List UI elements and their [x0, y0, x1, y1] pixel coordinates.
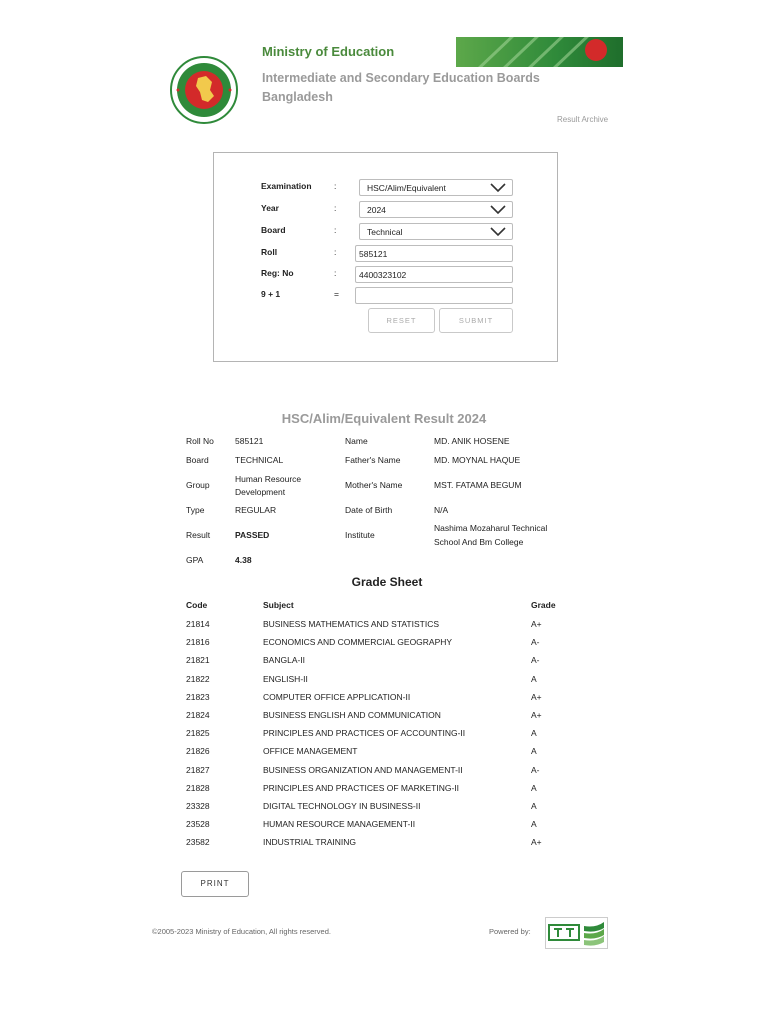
grade-subject-cell: PRINCIPLES AND PRACTICES OF MARKETING-II — [263, 783, 460, 793]
grade-grade-cell: A — [531, 746, 537, 756]
grade-grade-cell: A+ — [531, 619, 542, 629]
group-value: Human Resource Development — [235, 474, 302, 497]
group-label: Group — [186, 480, 210, 490]
name-label: Name — [345, 436, 368, 446]
result-archive-link[interactable]: Result Archive — [557, 115, 609, 124]
copyright-text: ©2005-2023 Ministry of Education, All rights reserved. — [152, 927, 331, 936]
grade-subject-cell: BUSINESS ENGLISH AND COMMUNICATION — [263, 710, 441, 720]
reg-no-colon: : — [334, 268, 337, 278]
captcha-label: 9 + 1 — [261, 289, 281, 299]
boards-title-line1: Intermediate and Secondary Education Boards — [262, 71, 540, 85]
grade-subject-cell: BUSINESS ORGANIZATION AND MANAGEMENT-II — [263, 765, 463, 775]
fathers-name-label: Father's Name — [345, 455, 401, 465]
grade-grade-cell: A — [531, 819, 537, 829]
grade-grade-cell: A- — [531, 765, 540, 775]
board-value: Technical — [367, 227, 403, 237]
captcha-input[interactable] — [355, 287, 513, 304]
grade-grade-cell: A+ — [531, 837, 542, 847]
grade-code-cell: 21824 — [186, 710, 210, 720]
result-title: HSC/Alim/Equivalent Result 2024 — [281, 411, 487, 426]
mothers-name-label: Mother's Name — [345, 480, 403, 490]
grade-code-cell: 21823 — [186, 692, 210, 702]
grade-subject-cell: DIGITAL TECHNOLOGY IN BUSINESS-II — [263, 801, 421, 811]
chevron-down-icon — [490, 204, 506, 215]
boards-title — [262, 69, 540, 107]
grade-subject-cell: COMPUTER OFFICE APPLICATION-II — [263, 692, 411, 702]
grade-grade-cell: A+ — [531, 692, 542, 702]
print-button[interactable]: PRINT — [181, 871, 249, 897]
gpa-label: GPA — [186, 555, 204, 565]
grade-code-cell: 21826 — [186, 746, 210, 756]
date-of-birth-label: Date of Birth — [345, 505, 393, 515]
fathers-name-value: MD. MOYNAL HAQUE — [434, 455, 521, 465]
grade-code-cell: 21822 — [186, 674, 210, 684]
board-colon: : — [334, 225, 337, 235]
gpa-value: 4.38 — [235, 555, 252, 565]
grade-grade-cell: A+ — [531, 710, 542, 720]
board-select[interactable] — [359, 223, 513, 240]
grade-subject-cell: BANGLA-II — [263, 655, 306, 665]
examination-select[interactable] — [359, 179, 513, 196]
year-label: Year — [261, 203, 279, 213]
institute-label: Institute — [345, 530, 375, 540]
grade-code-cell: 21821 — [186, 655, 210, 665]
reset-button[interactable]: RESET — [368, 308, 435, 333]
grade-subject-cell: INDUSTRIAL TRAINING — [263, 837, 357, 847]
subject-header: Subject — [263, 600, 294, 610]
board-info-value: TECHNICAL — [235, 455, 284, 465]
roll-label: Roll — [261, 247, 278, 257]
grade-subject-cell: BUSINESS MATHEMATICS AND STATISTICS — [263, 619, 440, 629]
grade-sheet-title: Grade Sheet — [351, 575, 423, 589]
examination-value: HSC/Alim/Equivalent — [367, 183, 446, 193]
grade-code-cell: 23528 — [186, 819, 210, 829]
type-label: Type — [186, 505, 205, 515]
roll-no-value: 585121 — [235, 436, 264, 446]
institute-value: Nashima Mozaharul Technical School And Bm College — [434, 523, 548, 547]
mothers-name-value: MST. FATAMA BEGUM — [434, 480, 522, 490]
grade-code-cell: 21816 — [186, 637, 210, 647]
boards-title-line2: Bangladesh — [262, 90, 333, 104]
powered-by-text: Powered by: — [489, 927, 531, 936]
submit-button[interactable]: SUBMIT — [439, 308, 513, 333]
result-label: Result — [186, 530, 211, 540]
chevron-down-icon — [490, 182, 506, 193]
government-seal-icon — [170, 56, 238, 124]
roll-input[interactable]: 585121 — [355, 245, 513, 262]
grade-grade-cell: A — [531, 783, 537, 793]
grade-grade-cell: A — [531, 674, 537, 684]
type-value: REGULAR — [235, 505, 277, 515]
year-select[interactable] — [359, 201, 513, 218]
grade-header: Grade — [531, 600, 556, 610]
roll-colon: : — [334, 247, 337, 257]
grade-grade-cell: A — [531, 728, 537, 738]
examination-label: Examination — [261, 181, 312, 191]
grade-code-cell: 21828 — [186, 783, 210, 793]
grade-code-cell: 23582 — [186, 837, 210, 847]
date-of-birth-value: N/A — [434, 505, 449, 515]
board-info-label: Board — [186, 455, 209, 465]
reg-no-label: Reg: No — [261, 268, 294, 278]
captcha-equals: = — [334, 289, 339, 299]
grade-grade-cell: A — [531, 801, 537, 811]
grade-subject-cell: PRINCIPLES AND PRACTICES OF ACCOUNTING-II — [263, 728, 466, 738]
year-colon: : — [334, 203, 337, 213]
grade-subject-cell: OFFICE MANAGEMENT — [263, 746, 358, 756]
grade-grade-cell: A- — [531, 655, 540, 665]
result-value: PASSED — [235, 530, 270, 540]
grade-code-cell: 21825 — [186, 728, 210, 738]
teletalk-logo-icon[interactable] — [545, 917, 608, 949]
grade-code-cell: 21827 — [186, 765, 210, 775]
chevron-down-icon — [490, 226, 506, 237]
reg-no-input[interactable]: 4400323102 — [355, 266, 513, 283]
grade-code-cell: 21814 — [186, 619, 210, 629]
year-value: 2024 — [367, 205, 386, 215]
grade-subject-cell: ENGLISH-II — [263, 674, 308, 684]
ministry-title: Ministry of Education — [262, 44, 395, 59]
code-header: Code — [186, 600, 208, 610]
roll-no-label: Roll No — [186, 436, 214, 446]
grade-subject-cell: HUMAN RESOURCE MANAGEMENT-II — [263, 819, 416, 829]
grade-code-cell: 23328 — [186, 801, 210, 811]
name-value: MD. ANIK HOSENE — [434, 436, 510, 446]
header-banner — [456, 37, 623, 67]
grade-grade-cell: A- — [531, 637, 540, 647]
board-label: Board — [261, 225, 286, 235]
examination-colon: : — [334, 181, 337, 191]
grade-subject-cell: ECONOMICS AND COMMERCIAL GEOGRAPHY — [263, 637, 453, 647]
